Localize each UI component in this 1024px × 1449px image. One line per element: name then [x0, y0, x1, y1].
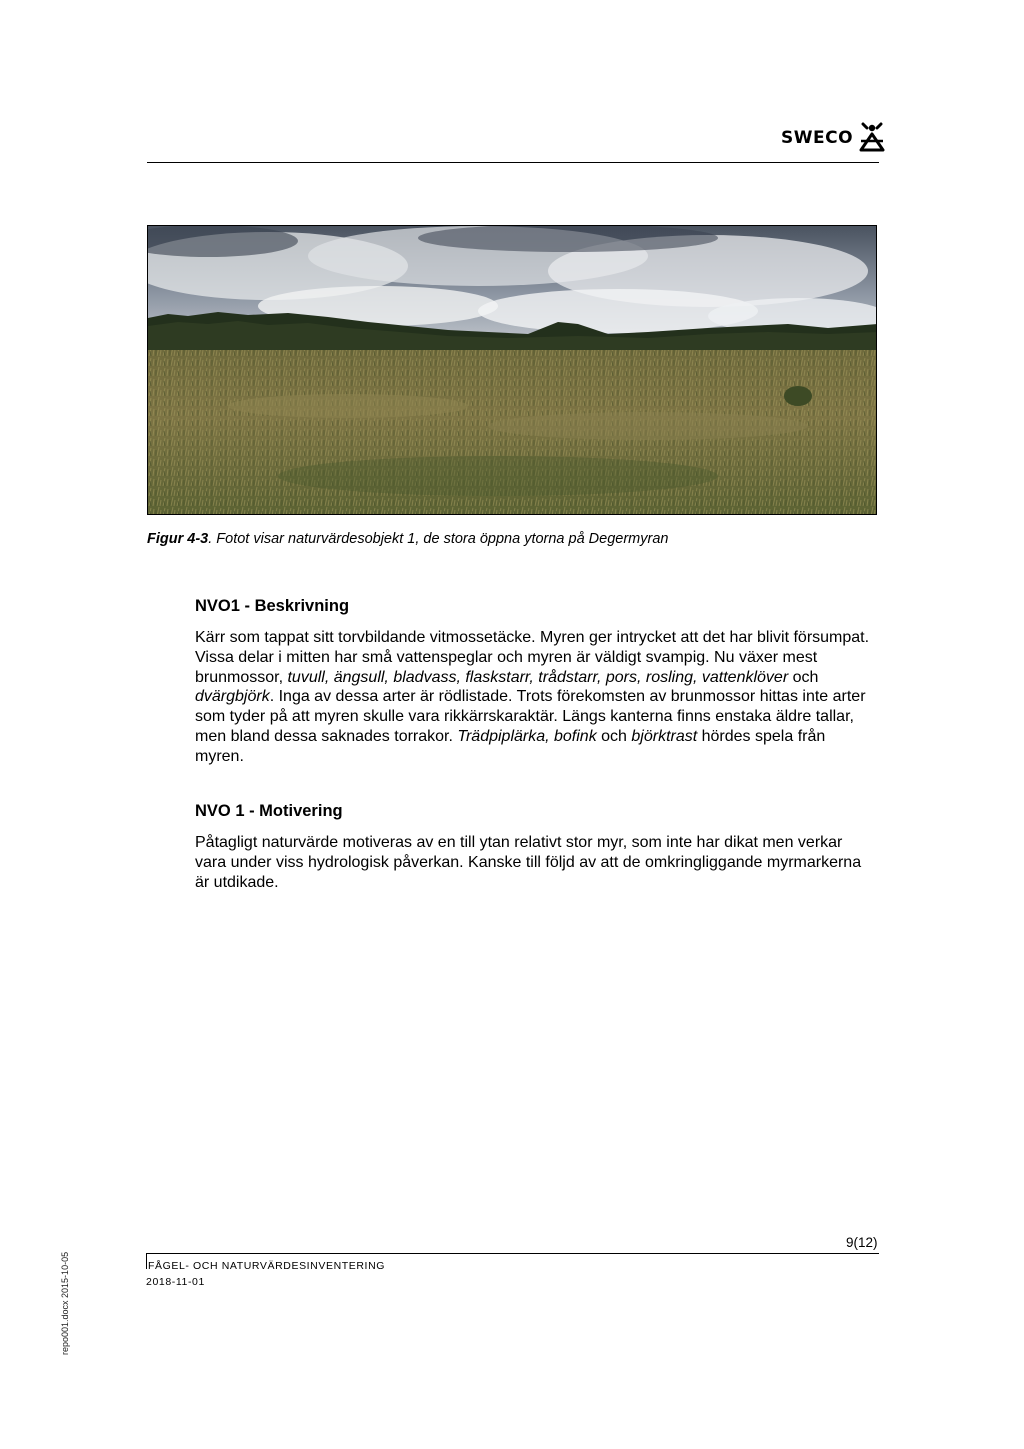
motivation-section — [195, 802, 875, 892]
sweco-person-icon — [857, 121, 887, 155]
motivation-paragraph: Påtagligt naturvärde motiveras av en till ytan relativt stor myr, som inte har dikat men verkar vara under viss hydrologisk påverkan. Kanske till följd av att de omkringliggande myrmarkerna är utdikade. — [195, 834, 862, 891]
description-section — [195, 597, 875, 767]
description-text: och — [596, 727, 632, 745]
bog-photo-illustration — [148, 226, 877, 515]
bog-landscape-photo — [147, 225, 877, 515]
description-paragraph — [195, 628, 875, 767]
description-text: Kärr som tappat sitt torvbildande vitmossetäcke. Myren ger intrycket att det har blivit försumpat. Vissa delar i mitten har små vattenspeglar och myren är väldigt svampig. Nu växer mest brunmossor, — [195, 629, 870, 686]
side-template-reference: repo001.docx 2015-10-05 — [60, 1251, 70, 1355]
species-name: dvärgbjörk — [195, 688, 270, 706]
footer-rule — [147, 1253, 879, 1254]
figure-caption — [147, 531, 668, 547]
species-name: Trädpiplärka, bofink — [457, 727, 597, 745]
species-name: tuvull, ängsull, bladvass, flaskstarr, trådstarr, pors, rosling, vattenklöver — [287, 668, 789, 686]
sweco-logo — [781, 120, 887, 156]
header-rule — [147, 162, 879, 163]
logo-text: SWECO — [781, 128, 854, 148]
motivation-heading: NVO 1 - Motivering — [195, 802, 343, 820]
species-name: björktrast — [631, 727, 698, 745]
footer-bar — [146, 1253, 147, 1269]
page-number: 9(12) — [846, 1235, 878, 1250]
description-text: hördes spela från myren. — [195, 727, 826, 765]
description-text: . Inga av dessa arter är rödlistade. Trots förekomsten av brunmossor hittas inte arter som tyder på att myren skulle vara rikkärrskaraktär. Längs kanterna finns enstaka äldre tallar, men bland dessa saknades torrakor. — [195, 688, 866, 745]
footer-date: 2018-11-01 — [146, 1276, 205, 1288]
footer-document-title: FÅGEL- OCH NATURVÄRDESINVENTERING — [148, 1260, 386, 1272]
description-heading: NVO1 - Beskrivning — [195, 597, 350, 615]
figure-label: Figur 4-3 — [147, 531, 209, 547]
description-text: och — [788, 668, 819, 686]
figure-caption-text: . Fotot visar naturvärdesobjekt 1, de stora öppna ytorna på Degermyran — [208, 531, 669, 547]
